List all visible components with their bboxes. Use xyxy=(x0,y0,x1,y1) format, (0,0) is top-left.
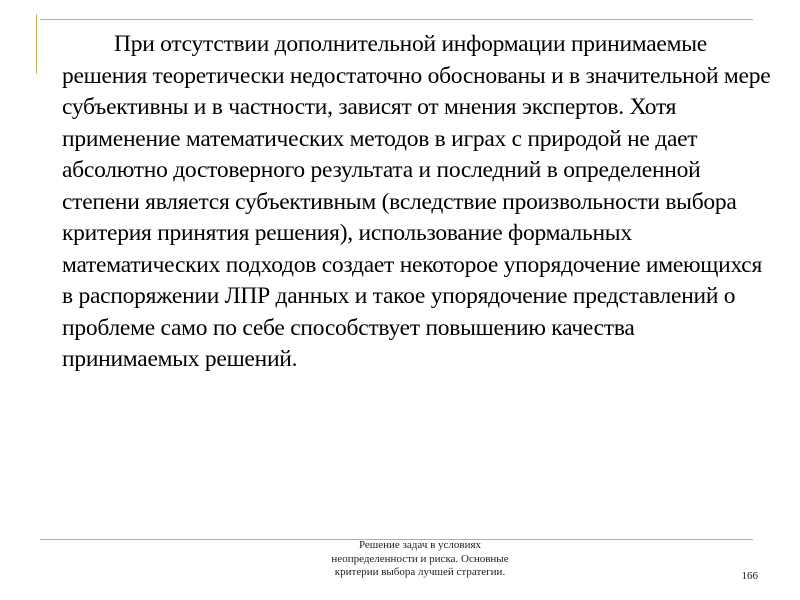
page-number: 166 xyxy=(741,570,758,582)
top-divider xyxy=(40,19,753,20)
left-accent-line xyxy=(36,14,37,74)
footer-caption-line-1: Решение задач в условиях xyxy=(358,539,482,551)
footer-caption xyxy=(270,539,570,580)
footer-caption-line-2: неопределенности и риска. Основные xyxy=(331,552,509,565)
footer-caption-line-3: критерии выбора лучшей стратегии. xyxy=(334,566,506,578)
slide-body-text: При отсутствии дополнительной информации принимаемые решения теоретически недостаточно обоснованы и в значительной мере субъективны и в частности, зависят от мнения экспертов. Хотя применение математических методов в играх с природой не дает абсолютно достоверного результата и последний в определенной степени является субъективным (вследствие произвольности выбора критерия принятия решения), использование формальных математических подходов создает некоторое упорядочение имеющихся в распоряжении ЛПР данных и такое упорядочение представлений о проблеме само по себе способствует повышению качества принимаемых решений. xyxy=(62,31,771,372)
